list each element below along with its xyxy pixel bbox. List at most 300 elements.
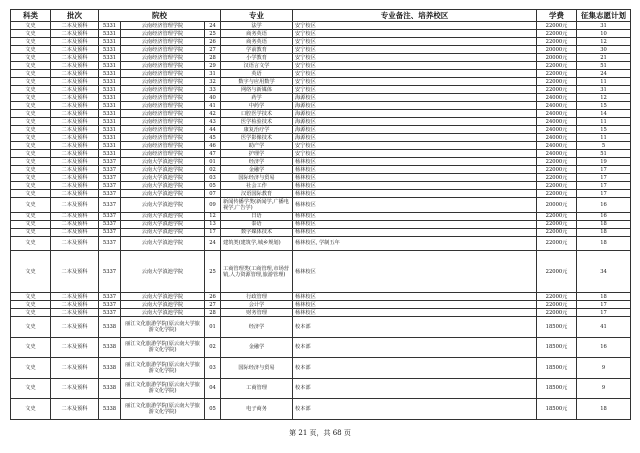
cell-major-code: 02 [205,166,221,174]
cell-major-name: 口腔医学技术 [221,110,293,118]
cell-major-notes: 杨林校区 [293,293,537,301]
cell-batch: 二本及预科 [51,126,99,134]
cell-school-code: 5337 [99,228,121,236]
header-tuition: 学费 [537,10,577,22]
cell-batch: 二本及预科 [51,46,99,54]
cell-plan-count: 34 [577,251,631,293]
cell-tuition: 18500元 [537,337,577,358]
cell-plan-count: 17 [577,174,631,182]
cell-major-name: 工商管理类(工商管理,市场营销,人力资源管理,旅游管理) [221,251,293,293]
table-row [11,358,631,379]
table-row [11,54,631,62]
cell-category: 文史 [11,38,51,46]
cell-plan-count: 14 [577,110,631,118]
cell-plan-count: 18 [577,399,631,420]
cell-major-name: 中药学 [221,102,293,110]
cell-tuition: 22000元 [537,301,577,309]
cell-school-code: 5338 [99,399,121,420]
cell-category: 文史 [11,86,51,94]
cell-major-notes: 杨林校区 [293,220,537,228]
cell-major-name: 行政管理 [221,293,293,301]
cell-batch: 二本及预科 [51,337,99,358]
cell-batch: 二本及预科 [51,251,99,293]
table-row [11,228,631,236]
cell-major-notes: 杨林校区 [293,182,537,190]
cell-major-code: 25 [205,251,221,293]
cell-major-notes: 杨林校区 [293,158,537,166]
cell-major-code: 07 [205,190,221,198]
cell-school-code: 5331 [99,22,121,30]
cell-school-name: 云南经济管理学院 [121,38,205,46]
cell-tuition: 24000元 [537,126,577,134]
cell-plan-count: 17 [577,301,631,309]
cell-school-name: 云南经济管理学院 [121,70,205,78]
table-row [11,30,631,38]
cell-school-name: 丽江文化旅游学院(原云南大学旅游文化学院) [121,399,205,420]
cell-tuition: 22000元 [537,228,577,236]
cell-batch: 二本及预科 [51,94,99,102]
cell-school-code: 5337 [99,301,121,309]
cell-major-notes: 校本部 [293,317,537,338]
cell-batch: 二本及预科 [51,190,99,198]
cell-major-code: 44 [205,126,221,134]
cell-school-code: 5337 [99,198,121,213]
cell-plan-count: 16 [577,337,631,358]
cell-tuition: 18500元 [537,358,577,379]
cell-school-code: 5331 [99,110,121,118]
cell-school-code: 5338 [99,317,121,338]
cell-major-name: 商务英语 [221,30,293,38]
cell-batch: 二本及预科 [51,220,99,228]
cell-plan-count: 15 [577,102,631,110]
cell-tuition: 20000元 [537,198,577,213]
cell-category: 文史 [11,142,51,150]
cell-category: 文史 [11,337,51,358]
cell-major-name: 护理学 [221,150,293,158]
table-header-row [11,10,631,22]
cell-school-code: 5331 [99,94,121,102]
table-row [11,22,631,30]
cell-major-notes: 杨林校区 [293,174,537,182]
cell-major-name: 工商管理 [221,378,293,399]
cell-tuition: 22000元 [537,309,577,317]
cell-major-notes: 海源校区 [293,134,537,142]
table-row [11,220,631,228]
cell-school-name: 云南经济管理学院 [121,126,205,134]
cell-tuition: 24000元 [537,134,577,142]
cell-batch: 二本及预科 [51,358,99,379]
cell-school-name: 云南大学滇池学院 [121,236,205,251]
cell-category: 文史 [11,309,51,317]
cell-batch: 二本及预科 [51,301,99,309]
cell-category: 文史 [11,251,51,293]
cell-school-code: 5331 [99,102,121,110]
table-row [11,102,631,110]
cell-plan-count: 24 [577,70,631,78]
cell-school-code: 5331 [99,126,121,134]
cell-tuition: 24000元 [537,150,577,158]
cell-major-notes: 海源校区 [293,110,537,118]
cell-major-notes: 杨林校区 [293,166,537,174]
cell-batch: 二本及预科 [51,198,99,213]
cell-plan-count: 11 [577,118,631,126]
cell-plan-count: 5 [577,142,631,150]
cell-school-code: 5331 [99,46,121,54]
cell-tuition: 22000元 [537,30,577,38]
cell-category: 文史 [11,126,51,134]
table-row [11,62,631,70]
table-row [11,94,631,102]
cell-school-name: 云南大学滇池学院 [121,174,205,182]
cell-category: 文史 [11,166,51,174]
cell-tuition: 24000元 [537,118,577,126]
cell-tuition: 18500元 [537,399,577,420]
cell-major-notes: 安宁校区 [293,86,537,94]
cell-major-notes: 安宁校区 [293,38,537,46]
cell-school-name: 云南经济管理学院 [121,30,205,38]
cell-plan-count: 9 [577,358,631,379]
cell-major-name: 数字媒体技术 [221,228,293,236]
cell-tuition: 22000元 [537,38,577,46]
cell-major-code: 40 [205,94,221,102]
header-category: 科类 [11,10,51,22]
cell-major-notes: 校本部 [293,358,537,379]
cell-major-name: 金融学 [221,166,293,174]
cell-batch: 二本及预科 [51,38,99,46]
cell-category: 文史 [11,150,51,158]
cell-major-name: 泰语 [221,220,293,228]
table-row [11,78,631,86]
cell-major-code: 17 [205,228,221,236]
cell-plan-count: 18 [577,228,631,236]
cell-school-name: 云南经济管理学院 [121,150,205,158]
cell-plan-count: 19 [577,158,631,166]
cell-school-name: 云南经济管理学院 [121,78,205,86]
cell-batch: 二本及预科 [51,134,99,142]
cell-major-name: 英语 [221,70,293,78]
cell-major-notes: 安宁校区 [293,30,537,38]
cell-plan-count: 12 [577,38,631,46]
cell-major-name: 网络与新媒体 [221,86,293,94]
table-row [11,337,631,358]
table-row [11,236,631,251]
cell-school-code: 5337 [99,309,121,317]
cell-major-notes: 杨林校区 [293,190,537,198]
cell-school-code: 5331 [99,78,121,86]
cell-school-name: 云南经济管理学院 [121,110,205,118]
cell-major-name: 社会工作 [221,182,293,190]
cell-category: 文史 [11,236,51,251]
cell-school-code: 5331 [99,142,121,150]
cell-batch: 二本及预科 [51,293,99,301]
cell-tuition: 24000元 [537,102,577,110]
cell-school-name: 云南大学滇池学院 [121,158,205,166]
cell-category: 文史 [11,212,51,220]
cell-plan-count: 51 [577,62,631,70]
cell-major-notes: 安宁校区 [293,46,537,54]
cell-school-code: 5331 [99,30,121,38]
cell-major-notes: 海源校区 [293,118,537,126]
cell-major-notes: 校本部 [293,378,537,399]
cell-major-code: 28 [205,309,221,317]
cell-batch: 二本及预科 [51,22,99,30]
cell-major-code: 43 [205,118,221,126]
table-row [11,301,631,309]
cell-batch: 二本及预科 [51,174,99,182]
cell-batch: 二本及预科 [51,118,99,126]
cell-plan-count: 51 [577,150,631,158]
admission-plan-sheet [10,9,630,420]
cell-major-code: 33 [205,86,221,94]
cell-school-name: 云南大学滇池学院 [121,166,205,174]
table-row [11,86,631,94]
cell-batch: 二本及预科 [51,378,99,399]
cell-major-name: 汉语言文学 [221,62,293,70]
cell-major-code: 04 [205,378,221,399]
cell-school-name: 云南大学滇池学院 [121,309,205,317]
table-row [11,150,631,158]
cell-batch: 二本及预科 [51,228,99,236]
cell-school-name: 云南大学滇池学院 [121,220,205,228]
table-row [11,142,631,150]
cell-major-name: 会计学 [221,301,293,309]
cell-tuition: 22000元 [537,293,577,301]
cell-plan-count: 17 [577,166,631,174]
header-batch: 批次 [51,10,99,22]
cell-major-notes: 杨林校区 [293,228,537,236]
cell-school-name: 丽江文化旅游学院(原云南大学旅游文化学院) [121,358,205,379]
cell-batch: 二本及预科 [51,54,99,62]
cell-major-name: 商务英语 [221,38,293,46]
table-row [11,70,631,78]
cell-major-code: 31 [205,70,221,78]
cell-major-notes: 校本部 [293,399,537,420]
cell-major-code: 29 [205,62,221,70]
cell-school-code: 5337 [99,236,121,251]
cell-school-name: 云南大学滇池学院 [121,198,205,213]
table-row [11,134,631,142]
cell-major-notes: 杨林校区, 学制五年 [293,236,537,251]
cell-batch: 二本及预科 [51,110,99,118]
cell-major-code: 03 [205,358,221,379]
cell-major-code: 42 [205,110,221,118]
cell-tuition: 22000元 [537,22,577,30]
cell-school-code: 5337 [99,220,121,228]
cell-school-name: 云南经济管理学院 [121,86,205,94]
cell-major-name: 小学教育 [221,54,293,62]
cell-category: 文史 [11,30,51,38]
cell-major-name: 助产学 [221,142,293,150]
table-row [11,46,631,54]
cell-major-code: 26 [205,38,221,46]
cell-major-name: 康复治疗学 [221,126,293,134]
cell-school-code: 5338 [99,358,121,379]
table-row [11,182,631,190]
cell-category: 文史 [11,158,51,166]
cell-major-name: 学前教育 [221,46,293,54]
cell-tuition: 22000元 [537,251,577,293]
cell-tuition: 22000元 [537,166,577,174]
cell-batch: 二本及预科 [51,102,99,110]
cell-major-code: 03 [205,174,221,182]
cell-school-name: 云南经济管理学院 [121,94,205,102]
cell-school-code: 5331 [99,70,121,78]
cell-batch: 二本及预科 [51,62,99,70]
cell-school-name: 云南经济管理学院 [121,46,205,54]
cell-plan-count: 16 [577,212,631,220]
cell-category: 文史 [11,110,51,118]
cell-major-notes: 安宁校区 [293,78,537,86]
cell-school-code: 5337 [99,166,121,174]
cell-major-notes: 杨林校区 [293,198,537,213]
cell-school-code: 5337 [99,182,121,190]
cell-plan-count: 12 [577,94,631,102]
cell-batch: 二本及预科 [51,142,99,150]
cell-major-code: 01 [205,317,221,338]
cell-major-name: 法学 [221,22,293,30]
cell-major-code: 32 [205,78,221,86]
cell-major-code: 26 [205,293,221,301]
cell-major-name: 金融学 [221,337,293,358]
cell-major-notes: 杨林校区 [293,309,537,317]
cell-plan-count: 17 [577,309,631,317]
cell-tuition: 20000元 [537,46,577,54]
cell-major-code: 05 [205,399,221,420]
cell-school-code: 5338 [99,337,121,358]
cell-tuition: 20000元 [537,54,577,62]
cell-category: 文史 [11,102,51,110]
cell-tuition: 22000元 [537,62,577,70]
cell-major-notes: 杨林校区 [293,212,537,220]
cell-major-code: 24 [205,236,221,251]
cell-school-code: 5331 [99,150,121,158]
table-row [11,198,631,213]
cell-major-code: 05 [205,182,221,190]
cell-school-code: 5331 [99,86,121,94]
cell-plan-count: 16 [577,198,631,213]
cell-major-name: 数字与应用数学 [221,78,293,86]
cell-plan-count: 15 [577,126,631,134]
cell-major-notes: 海源校区 [293,94,537,102]
cell-category: 文史 [11,70,51,78]
cell-tuition: 22000元 [537,70,577,78]
cell-category: 文史 [11,78,51,86]
table-row [11,251,631,293]
cell-major-notes: 校本部 [293,337,537,358]
cell-category: 文史 [11,198,51,213]
cell-batch: 二本及预科 [51,317,99,338]
table-row [11,118,631,126]
cell-category: 文史 [11,317,51,338]
cell-category: 文史 [11,22,51,30]
cell-major-code: 27 [205,301,221,309]
cell-school-name: 云南经济管理学院 [121,102,205,110]
cell-batch: 二本及预科 [51,182,99,190]
cell-major-notes: 杨林校区 [293,251,537,293]
cell-major-code: 24 [205,22,221,30]
header-plan: 征集志愿计划 [577,10,631,22]
cell-major-notes: 安宁校区 [293,70,537,78]
cell-batch: 二本及预科 [51,30,99,38]
cell-category: 文史 [11,62,51,70]
cell-major-code: 25 [205,30,221,38]
cell-tuition: 24000元 [537,110,577,118]
table-row [11,399,631,420]
cell-school-name: 云南经济管理学院 [121,62,205,70]
cell-school-name: 云南经济管理学院 [121,142,205,150]
cell-major-name: 日语 [221,212,293,220]
cell-plan-count: 11 [577,78,631,86]
cell-plan-count: 17 [577,190,631,198]
table-row [11,190,631,198]
cell-school-code: 5331 [99,118,121,126]
cell-plan-count: 30 [577,46,631,54]
cell-batch: 二本及预科 [51,86,99,94]
cell-category: 文史 [11,190,51,198]
cell-category: 文史 [11,182,51,190]
cell-school-code: 5337 [99,293,121,301]
cell-tuition: 22000元 [537,174,577,182]
cell-tuition: 22000元 [537,220,577,228]
cell-plan-count: 17 [577,182,631,190]
cell-major-name: 医学检验技术 [221,118,293,126]
cell-batch: 二本及预科 [51,150,99,158]
cell-category: 文史 [11,399,51,420]
cell-school-name: 云南大学滇池学院 [121,212,205,220]
cell-school-name: 云南大学滇池学院 [121,182,205,190]
cell-tuition: 22000元 [537,86,577,94]
cell-school-name: 云南大学滇池学院 [121,251,205,293]
cell-batch: 二本及预科 [51,158,99,166]
cell-category: 文史 [11,220,51,228]
cell-category: 文史 [11,378,51,399]
cell-batch: 二本及预科 [51,70,99,78]
cell-category: 文史 [11,228,51,236]
cell-school-name: 丽江文化旅游学院(原云南大学旅游文化学院) [121,317,205,338]
cell-plan-count: 10 [577,30,631,38]
cell-school-code: 5337 [99,212,121,220]
cell-school-code: 5331 [99,54,121,62]
cell-tuition: 18500元 [537,378,577,399]
cell-category: 文史 [11,94,51,102]
cell-major-name: 电子商务 [221,399,293,420]
cell-category: 文史 [11,358,51,379]
cell-category: 文史 [11,174,51,182]
cell-major-code: 01 [205,158,221,166]
cell-school-code: 5331 [99,62,121,70]
cell-school-name: 云南经济管理学院 [121,134,205,142]
cell-batch: 二本及预科 [51,236,99,251]
cell-tuition: 22000元 [537,190,577,198]
table-row [11,293,631,301]
cell-batch: 二本及预科 [51,78,99,86]
cell-major-notes: 安宁校区 [293,62,537,70]
table-row [11,174,631,182]
cell-plan-count: 41 [577,317,631,338]
cell-major-notes: 安宁校区 [293,22,537,30]
cell-major-code: 41 [205,102,221,110]
table-row [11,166,631,174]
cell-major-code: 02 [205,337,221,358]
cell-major-name: 经济学 [221,317,293,338]
page-footer: 第 21 页，共 68 页 [289,429,351,437]
cell-major-code: 27 [205,46,221,54]
cell-category: 文史 [11,118,51,126]
table-row [11,212,631,220]
table-row [11,378,631,399]
cell-plan-count: 18 [577,220,631,228]
cell-school-name: 云南经济管理学院 [121,22,205,30]
